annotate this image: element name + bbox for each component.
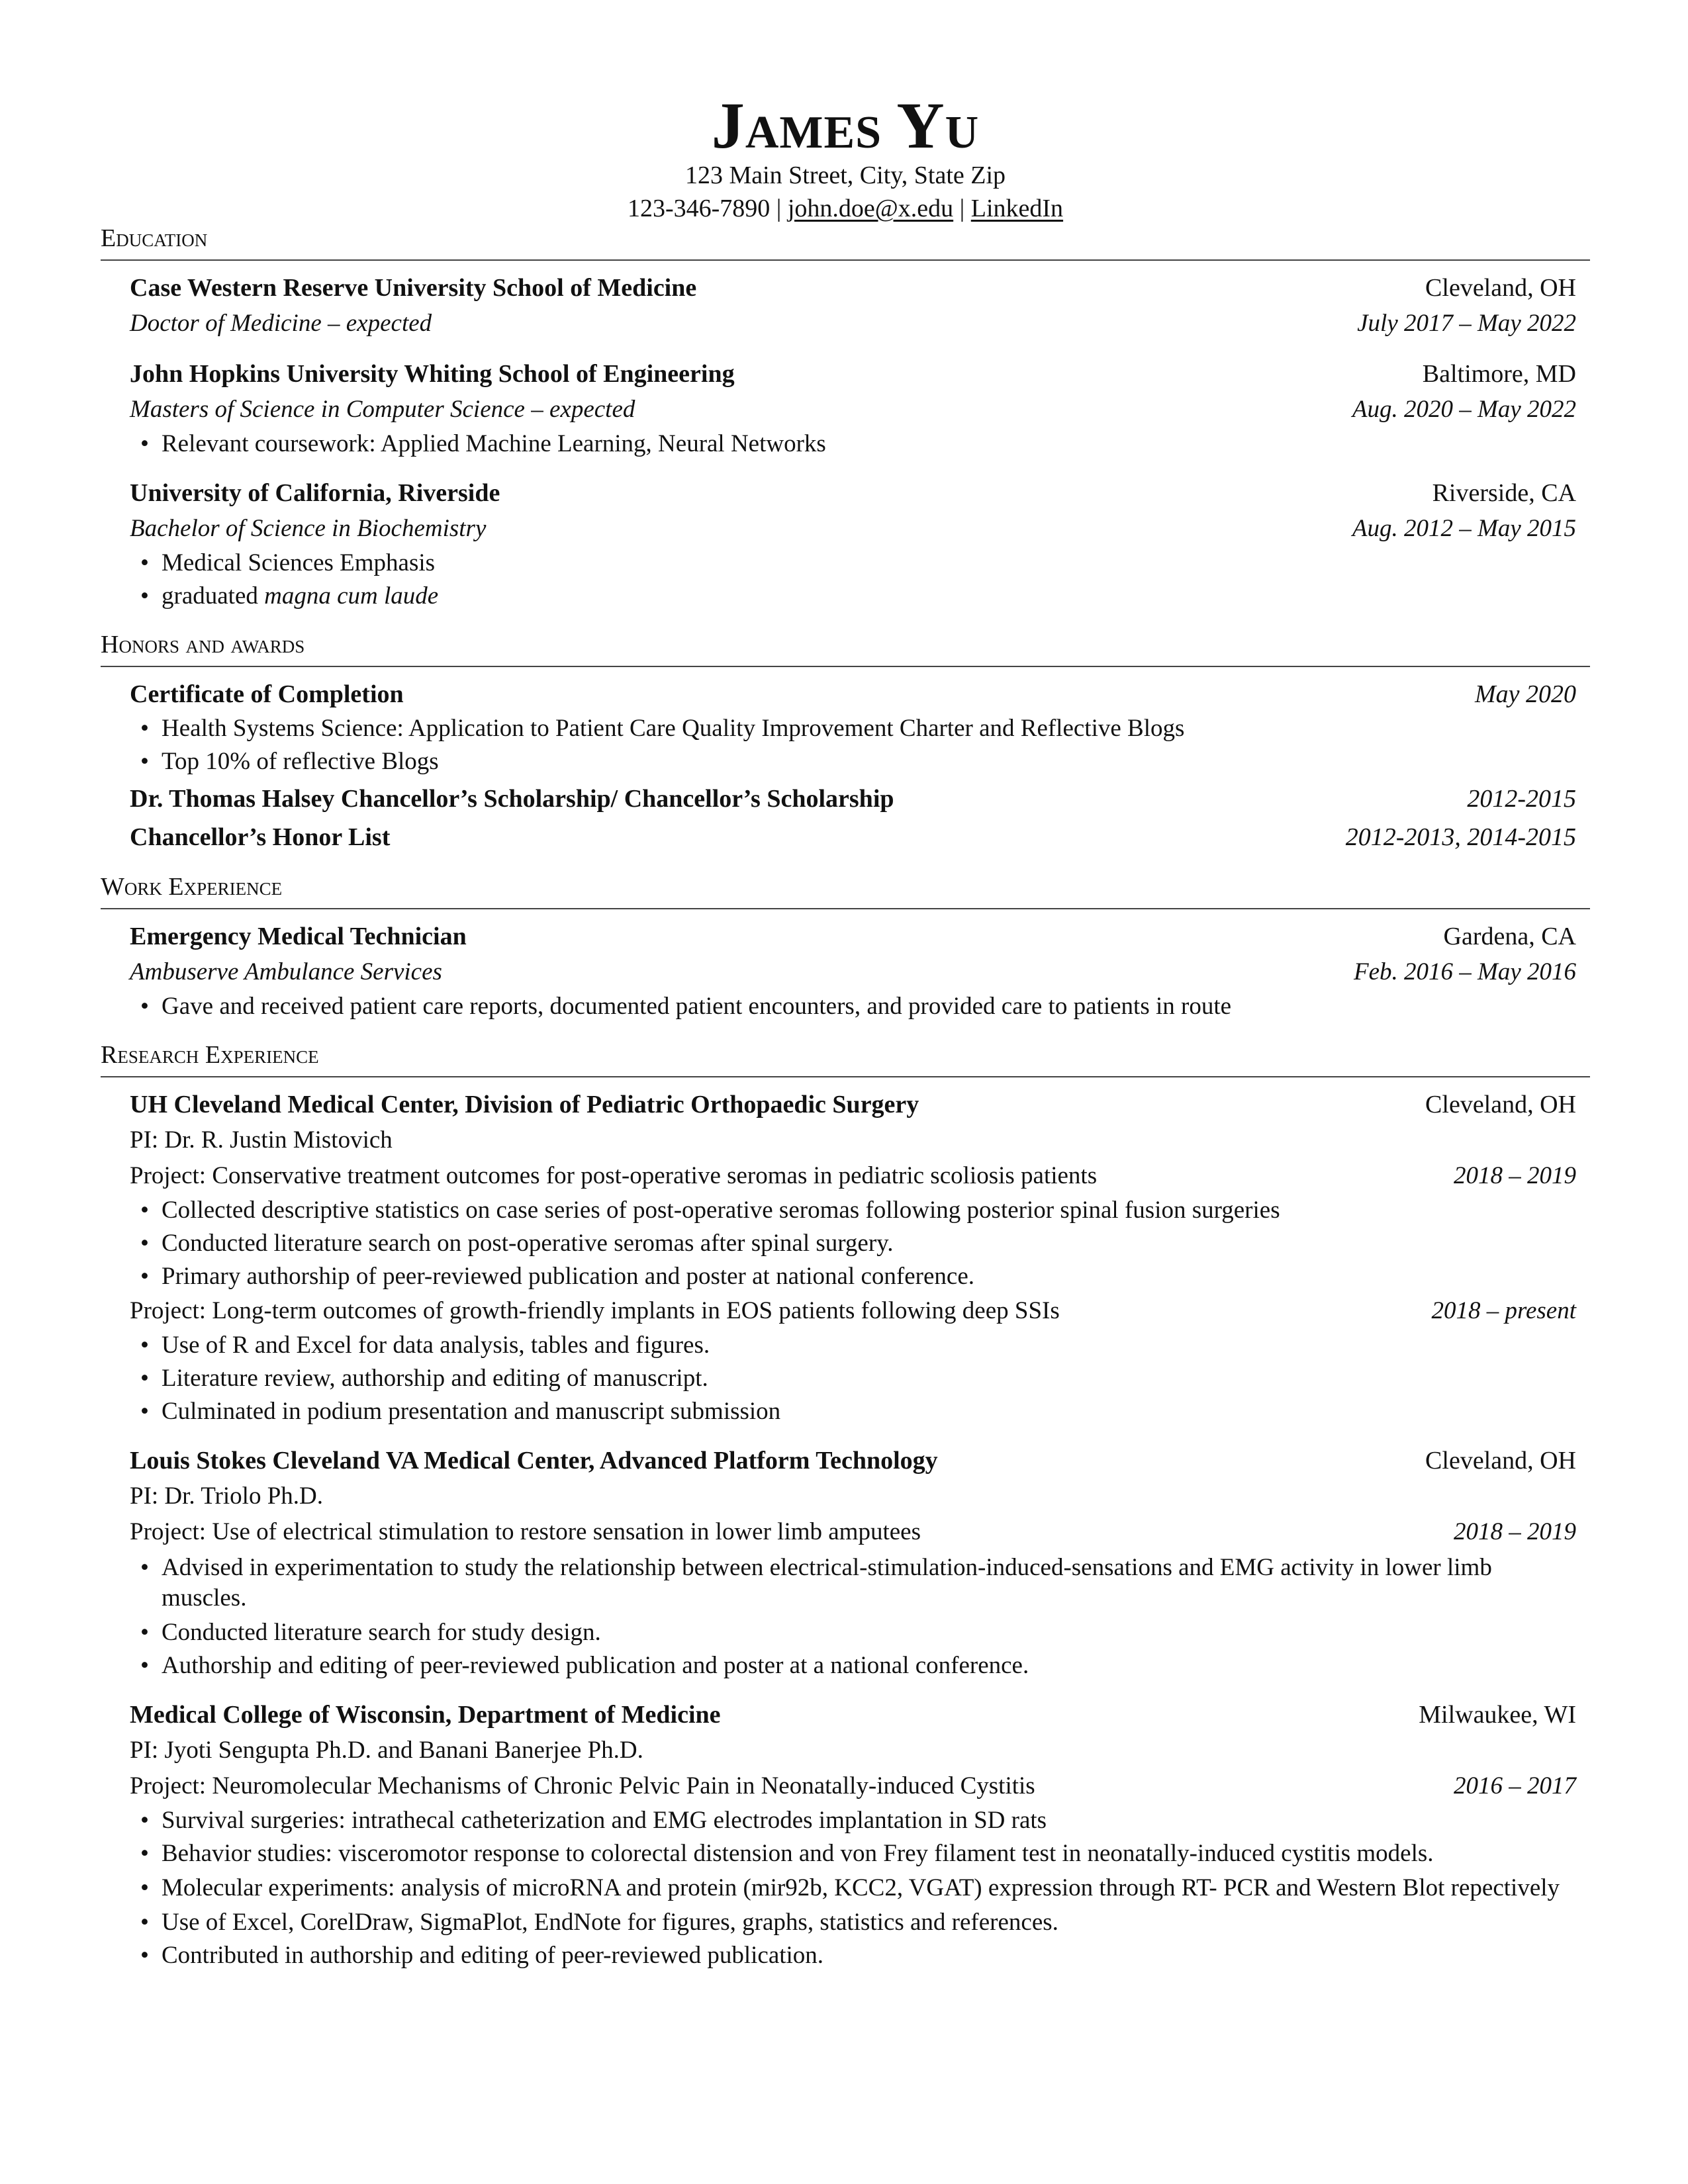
bullet-list	[130, 547, 1576, 613]
section-heading: Research Experience	[101, 1042, 1590, 1077]
entry-title: John Hopkins University Whiting School of Engineering	[130, 360, 735, 388]
entry	[101, 270, 1590, 341]
bullet-item	[162, 990, 1576, 1023]
entry-date: 2012-2013, 2014-2015	[1345, 823, 1576, 851]
row	[130, 270, 1576, 306]
entry	[101, 1087, 1590, 1428]
section-heading: Work Experience	[101, 874, 1590, 909]
linkedin-link[interactable]: LinkedIn	[970, 195, 1064, 222]
entry-title: Medical College of Wisconsin, Department of Medicine	[130, 1701, 721, 1729]
bullet-text: Conducted literature search on post-operative seromas after spinal surgery.	[162, 1230, 894, 1257]
entry-date: May 2020	[1474, 680, 1576, 708]
row	[130, 676, 1576, 712]
address: 123 Main Street, City, State Zip	[684, 161, 1006, 189]
bullet-text: Conducted literature search for study design.	[162, 1619, 601, 1646]
bullet-item	[162, 580, 1576, 613]
row	[130, 1733, 1576, 1768]
entry	[101, 1697, 1590, 1972]
bullet-list	[130, 1804, 1576, 1972]
bullet-list	[130, 1329, 1576, 1428]
entry-date: 2012-2015	[1467, 785, 1576, 813]
bullet-text: Top 10% of reflective Blogs	[162, 748, 439, 775]
entry-title: Certificate of Completion	[130, 680, 404, 708]
bullet-item	[162, 1870, 1576, 1906]
entry-title: UH Cleveland Medical Center, Division of Pediatric Orthopaedic Surgery	[130, 1091, 919, 1118]
section-heading: Honors and awards	[101, 631, 1590, 667]
bullet-text: Literature review, authorship and editing of manuscript.	[162, 1365, 708, 1392]
entry-title: Emergency Medical Technician	[130, 923, 467, 950]
project-dates: 2016 – 2017	[1454, 1772, 1576, 1799]
bullet-text: Medical Sciences Emphasis	[162, 549, 436, 576]
entry-dates: Aug. 2020 – May 2022	[1352, 396, 1576, 423]
entry-location: Milwaukee, WI	[1419, 1701, 1576, 1729]
entry-location: Cleveland, OH	[1425, 1091, 1576, 1118]
bullet-item	[162, 1804, 1576, 1837]
project-title: Project: Neuromolecular Mechanisms of Chronic Pelvic Pain in Neonatally-induced Cystitis	[130, 1772, 1035, 1799]
bullet-item	[162, 1837, 1576, 1870]
entry-subtitle: Bachelor of Science in Biochemistry	[130, 515, 487, 542]
bullet-text: Relevant coursework: Applied Machine Learning, Neural Networks	[162, 430, 826, 457]
entry-subtitle: Ambuserve Ambulance Services	[130, 958, 442, 985]
bullet-item	[162, 745, 1576, 778]
row	[130, 1514, 1576, 1550]
row	[130, 306, 1576, 341]
entry-location: Baltimore, MD	[1422, 360, 1576, 388]
entry	[101, 919, 1590, 1023]
bullet-item	[162, 1550, 1576, 1616]
bullet-text: Behavior studies: visceromotor response to colorectal distension and von Frey filament test in neonatally-induced cystitis models.	[162, 1840, 1434, 1867]
contact-line	[101, 192, 1590, 225]
bullet-text: Advised in experimentation to study the relationship between electrical-stimulation-induced-sensations and EMG activity in lower limb muscles.	[162, 1554, 1492, 1612]
entry-location: Riverside, CA	[1432, 479, 1576, 507]
entry	[101, 356, 1590, 461]
bullet-item	[162, 428, 1576, 461]
bullet-item	[162, 1649, 1576, 1682]
project-title: Project: Long-term outcomes of growth-friendly implants in EOS patients following deep SSIs	[130, 1297, 1060, 1324]
entry-dates: Feb. 2016 – May 2016	[1353, 958, 1576, 985]
bullet-list	[130, 990, 1576, 1023]
entry-title: University of California, Riverside	[130, 479, 500, 507]
entry-subtitle: Masters of Science in Computer Science – expected	[130, 396, 635, 423]
bullet-text: Use of Excel, CorelDraw, SigmaPlot, EndNote for figures, graphs, statistics and references.	[162, 1909, 1058, 1936]
entry-title: Dr. Thomas Halsey Chancellor’s Scholarship/ Chancellor’s Scholarship	[130, 785, 894, 813]
entry-title: Chancellor’s Honor List	[130, 823, 391, 851]
row	[130, 1293, 1576, 1329]
resume-sections	[101, 225, 1590, 1972]
project-title: Project: Conservative treatment outcomes for post-operative seromas in pediatric scoliosis patients	[130, 1162, 1098, 1189]
separator: |	[959, 195, 965, 222]
entry	[101, 1443, 1590, 1682]
resume-page	[101, 89, 1590, 1972]
bullet-text: Collected descriptive statistics on case series of post-operative seromas following posterior spinal fusion surgeries	[162, 1197, 1280, 1224]
bullet-item	[162, 1939, 1576, 1972]
project-dates: 2018 – 2019	[1454, 1518, 1576, 1545]
bullet-text: Authorship and editing of peer-reviewed publication and poster at a national conference.	[162, 1652, 1029, 1679]
bullet-list	[130, 428, 1576, 461]
bullet-item	[162, 1329, 1576, 1362]
bullet-item	[162, 1616, 1576, 1649]
row	[130, 919, 1576, 954]
row	[130, 819, 1576, 855]
row	[130, 954, 1576, 990]
bullet-text: Use of R and Excel for data analysis, tables and figures.	[162, 1332, 710, 1359]
entry-location: Cleveland, OH	[1425, 1447, 1576, 1475]
bullet-item	[162, 547, 1576, 580]
email-link[interactable]: john.doe@x.edu	[787, 195, 954, 222]
entry-title: Louis Stokes Cleveland VA Medical Center, Advanced Platform Technology	[130, 1447, 938, 1475]
bullet-list	[130, 1550, 1576, 1682]
row	[130, 1479, 1576, 1514]
project-dates: 2018 – present	[1431, 1297, 1576, 1324]
entry-location: Cleveland, OH	[1425, 274, 1576, 302]
bullet-item	[162, 1906, 1576, 1939]
row	[130, 1122, 1576, 1158]
bullet-text: Molecular experiments: analysis of microRNA and protein (mir92b, KCC2, VGAT) expression through RT- PCR and Western Blot repectively	[162, 1874, 1560, 1901]
bullet-item	[162, 1395, 1576, 1428]
bullet-list	[130, 1194, 1576, 1293]
bullet-emphasis: magna cum laude	[264, 582, 439, 610]
section-heading: Education	[101, 225, 1590, 261]
row	[130, 1697, 1576, 1733]
bullet-text: Culminated in podium presentation and manuscript submission	[162, 1398, 781, 1425]
bullet-item	[162, 712, 1576, 745]
row	[130, 475, 1576, 511]
entry-pi: PI: Dr. R. Justin Mistovich	[130, 1126, 393, 1154]
bullet-item	[162, 1260, 1576, 1293]
project-title: Project: Use of electrical stimulation to restore sensation in lower limb amputees	[130, 1518, 921, 1545]
row	[130, 511, 1576, 547]
bullet-text: Contributed in authorship and editing of peer-reviewed publication.	[162, 1942, 824, 1969]
project-dates: 2018 – 2019	[1454, 1162, 1576, 1189]
row	[130, 1443, 1576, 1479]
entry-dates: July 2017 – May 2022	[1357, 310, 1576, 337]
entry-pi: PI: Jyoti Sengupta Ph.D. and Banani Banerjee Ph.D.	[130, 1737, 643, 1764]
resume-name: James Yu	[711, 89, 980, 162]
entry-dates: Aug. 2012 – May 2015	[1352, 515, 1576, 542]
row	[130, 1768, 1576, 1804]
row	[130, 1158, 1576, 1194]
phone: 123-346-7890	[627, 195, 771, 222]
bullet-text: Primary authorship of peer-reviewed publication and poster at national conference.	[162, 1263, 975, 1290]
entry	[101, 676, 1590, 778]
entry-title: Case Western Reserve University School of Medicine	[130, 274, 697, 302]
entry	[101, 475, 1590, 613]
entry	[101, 819, 1590, 855]
bullet-item	[162, 1227, 1576, 1260]
bullet-text: Survival surgeries: intrathecal catheterization and EMG electrodes implantation in SD rats	[162, 1807, 1047, 1834]
bullet-text: Health Systems Science: Application to Patient Care Quality Improvement Charter and Reflective Blogs	[162, 715, 1185, 742]
bullet-list	[130, 712, 1576, 778]
bullet-text: graduated	[162, 582, 265, 610]
row	[130, 781, 1576, 817]
bullet-text: Gave and received patient care reports, documented patient encounters, and provided care to patients in route	[162, 993, 1232, 1020]
entry	[101, 781, 1590, 817]
bullet-item	[162, 1362, 1576, 1395]
separator: |	[776, 195, 782, 222]
row	[130, 1087, 1576, 1122]
entry-subtitle: Doctor of Medicine – expected	[130, 310, 432, 337]
bullet-item	[162, 1194, 1576, 1227]
row	[130, 392, 1576, 428]
entry-pi: PI: Dr. Triolo Ph.D.	[130, 1482, 323, 1510]
row	[130, 356, 1576, 392]
entry-location: Gardena, CA	[1443, 923, 1576, 950]
